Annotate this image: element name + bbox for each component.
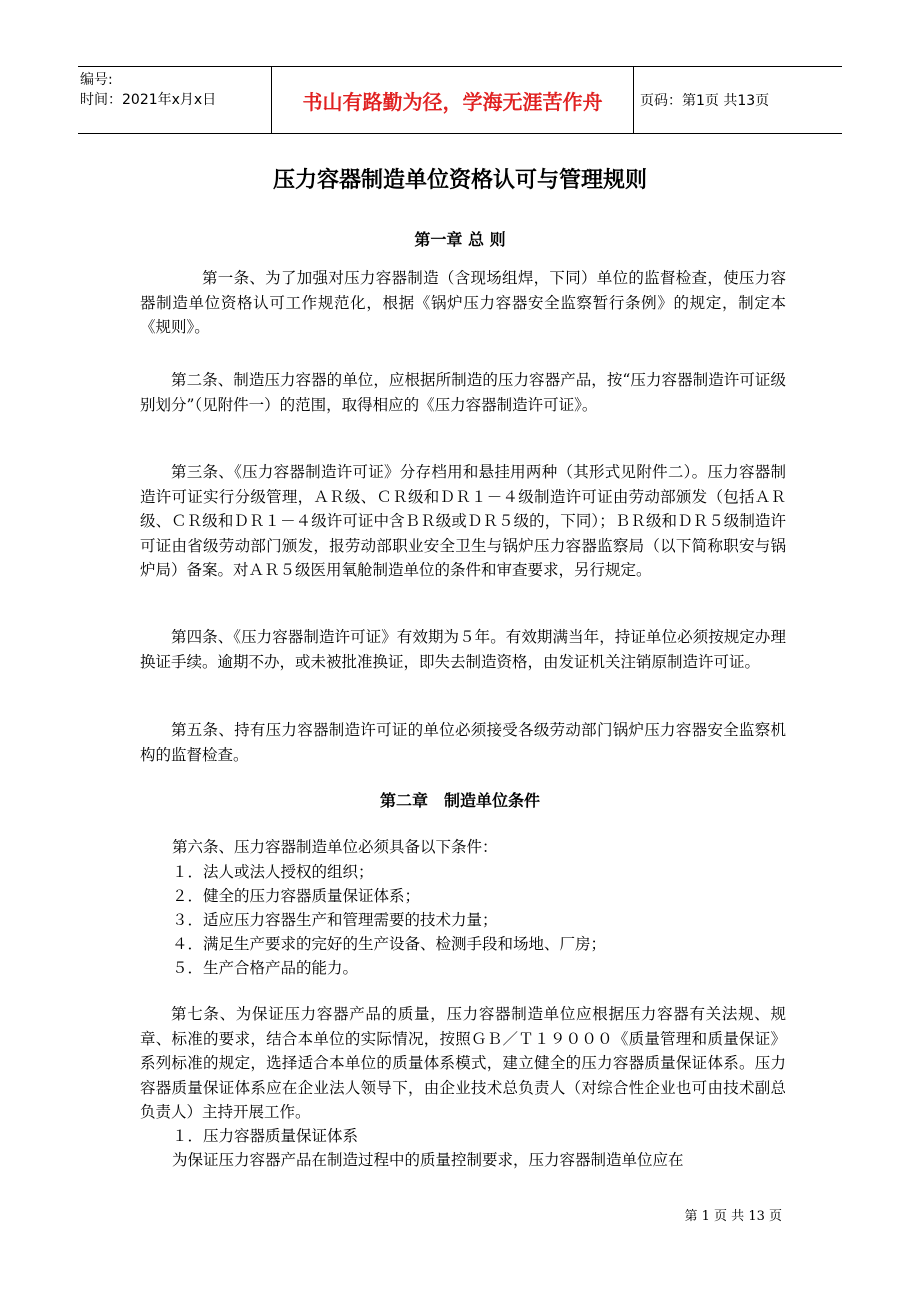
article-7-subtext-1: 为保证压力容器产品在制造过程中的质量控制要求，压力容器制造单位应在 [172,1151,684,1169]
article-2: 第二条、制造压力容器的单位，应根据所制造的压力容器产品，按“压力容器制造许可证级别划分”（见附件一）的范围，取得相应的《压力容器制造许可证》。 [140,371,786,414]
chapter-1-heading: 第一章 总 则 [414,230,506,249]
article-6-item-4: ４．满足生产要求的完好的生产设备、检测手段和场地、厂房； [172,935,607,953]
header-motto: 书山有路勤为径，学海无涯苦作舟 [272,67,634,133]
article-7: 第七条、为保证压力容器产品的质量，压力容器制造单位应根据压力容器有关法规、规章、标准的要求，结合本单位的实际情况，按照ＧＢ／Ｔ１９０００《质量管理和质量保证》系列标准的规定，选择适合本单位的质量体系模式，建立健全的压力容器质量保证体系。压力容器质量保证体系应在企业法人领导下，由企业技术总负责人（对综合性企业也可由技术副总负责人）主持开展工作。 [140,1005,786,1121]
article-6-item-1: １．法人或法人授权的组织； [172,863,374,881]
chapter-2-heading: 第二章 制造单位条件 [379,791,540,810]
article-4: 第四条、《压力容器制造许可证》有效期为５年。有效期满当年，持证单位必须按规定办理换证手续。逾期不办，或未被批准换证，即失去制造资格，由发证机关注销原制造许可证。 [140,628,786,671]
article-6-item-5: ５．生产合格产品的能力。 [172,959,359,977]
document-date: 时间：2021年x月x日 [80,92,217,108]
header-page-info: 页码：第1页 共13页 [640,93,770,109]
article-1: 第一条、为了加强对压力容器制造（含现场组焊，下同）单位的监督检查，使压力容器制造单位资格认可工作规范化，根据《锅炉压力容器安全监察暂行条例》的规定，制定本《规则》。 [140,269,786,336]
article-6: 第六条、压力容器制造单位必须具备以下条件： [172,838,498,856]
article-6-item-3: ３．适应压力容器生产和管理需要的技术力量； [172,911,498,929]
article-7-subheading-1: １．压力容器质量保证体系 [172,1127,359,1145]
article-5: 第五条、持有压力容器制造许可证的单位必须接受各级劳动部门锅炉压力容器安全监察机构的监督检查。 [140,721,786,764]
article-3: 第三条、《压力容器制造许可证》分存档用和悬挂用两种（其形式见附件二）。压力容器制造许可证实行分级管理，ＡＲ级、ＣＲ级和ＤＲ１－４级制造许可证由劳动部颁发（包括ＡＲ级、ＣＲ级和ＤＲ１－４级许可证中含ＢＲ级或ＤＲ５级的，下同）；ＢＲ级和ＤＲ５级制造许可证由省级劳动部门颁发，报劳动部职业安全卫生与锅炉压力容器监察局（以下简称职安与锅炉局）备案。对ＡＲ５级医用氧舱制造单位的条件和审查要求，另行规定。 [140,463,786,579]
article-6-item-2: ２．健全的压力容器质量保证体系； [172,887,421,905]
page-header [78,66,842,134]
page-footer: 第 1 页 共 13 页 [684,1209,782,1224]
header-meta [78,67,272,133]
document-number-label: 编号: [80,72,113,88]
document-title: 压力容器制造单位资格认可与管理规则 [272,168,647,193]
